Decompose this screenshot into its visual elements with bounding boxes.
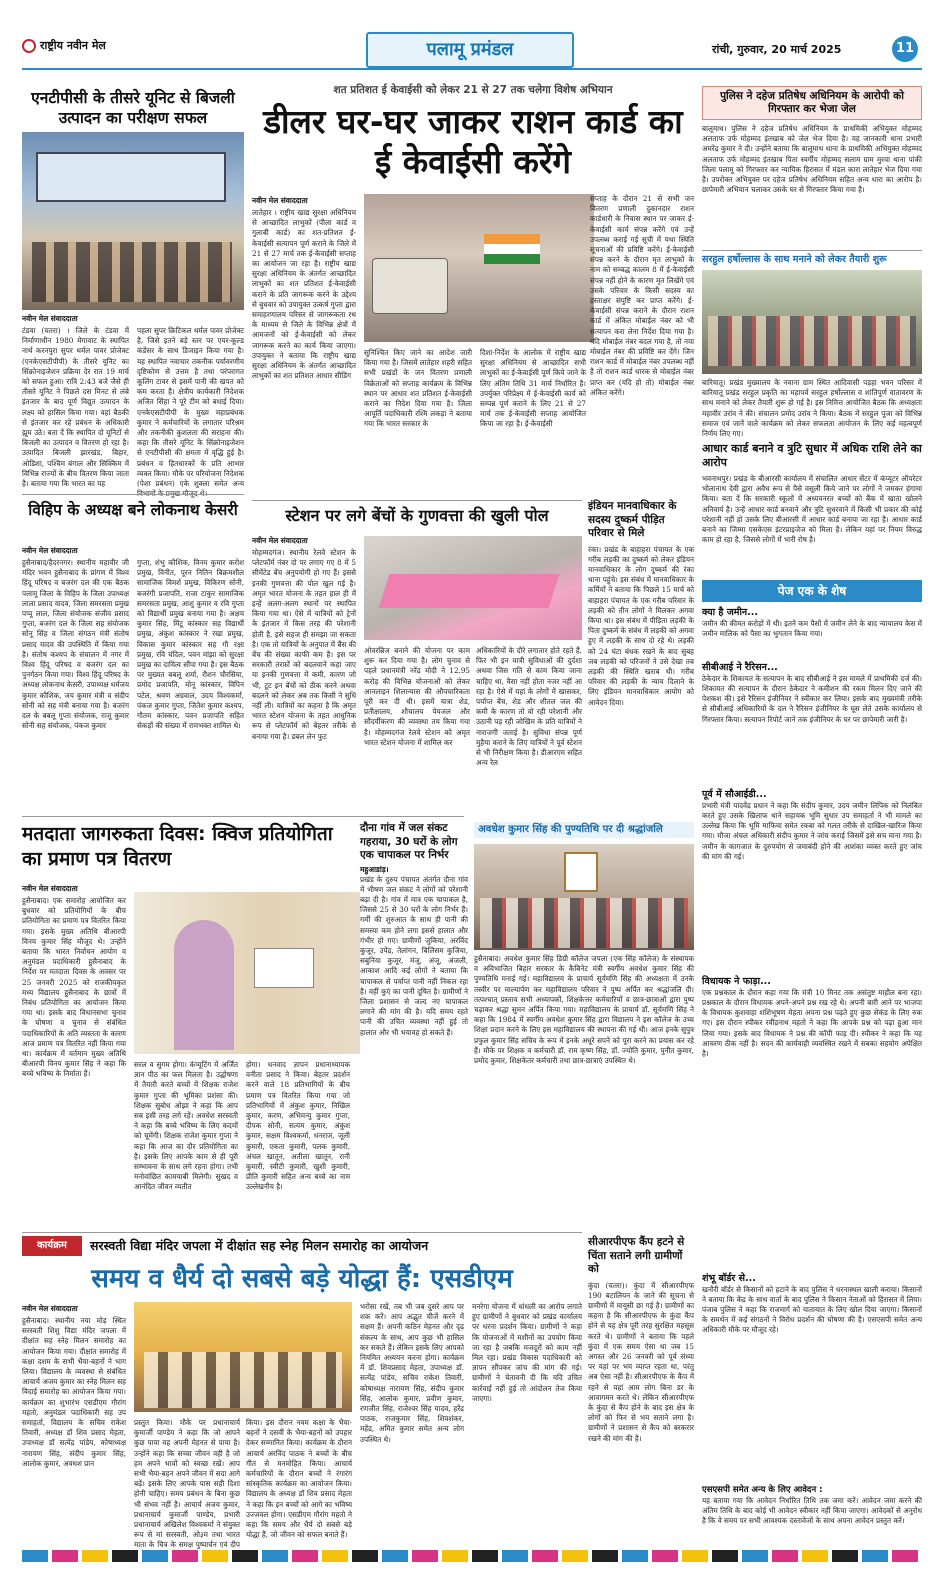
vhp-body-b: गुप्ता, शंभु कौशिक, विनय कुमार करोश प्रमुख, विनीत, पूरन नितिन बिक्रमशील सामाजिक विमर्श प्रमुख, विकिरण सोनी, बजरंगी प्रजापति, राजा टाकुर सामाजिक समरसता प्रमुख, आशु कुमार व रवि गुप्ता को विद्यार्थी प्रमुख बनाया गया है। अक्षय कुमार सिंह, मिंटू कांस्कार सह विद्यार्थी प्रमुख, अंकुश कांस्कार ने रखा प्रमुख, विकास कुमार कांस्कार सह गौ रक्षा प्रमुख, रवि चंदिल, पवन मांझा को सुरक्षा प्रमुख का दायित्व सौंपा गया है। इस बैठक पर मुख्यत बबलू शर्मा, रौशन चौरसिया, प्रमोद प्रजापति, मोनू कांस्कार, विपिन पटेल, श्रवण अग्रवाल, उदय विश्वकर्मा, पंकज कुमार गुप्ता, जितेश कुमार कश्यप, गौतम कांस्कार, पवन प्रजापति सहित सेकड़ों की संख्या में रामभक्त शामिल थे।: [137, 558, 244, 731]
awadhesh-headline: अवधेश कुमार सिंह की पुण्यतिथि पर दी श्रद्धांजलि: [474, 822, 694, 838]
station-photo: [364, 536, 582, 640]
voter-body-c: होगा। धनवाद ज्ञापन प्रधानाध्यापक वनीता प्रसाद ने किया। बेहतर प्रदर्शन करने वाले 18 प्रतिभागियों के बीच प्रमाण पत्र वितरित किया गया जो प्रतिभागियों में अंकुश कुमार, निखिल कुमार, करण, अभिमन्यु कुमार गुप्ता, दीपक सोनी, सत्यम कुमार, अंकुश कुमार, सक्षम विश्वकर्मा, धनराज, जूली कुमारी, एकता कुमारी, पलक कुमारी, अंचल खातून, अतीला खातून, रानी कुमारी, स्वीटी कुमारी, खुशी कुमारी, प्रीति कुमारी सहित अन्य बच्चे का नाम उल्लेखनीय है।: [246, 1060, 350, 1192]
ntpc-headline: एनटीपीसी के तीसरे यूनिट से बिजली उत्पादन का परीक्षण सफल: [31, 89, 235, 127]
section-title: पलामू प्रमंडल: [426, 39, 514, 60]
voter-byline: नवीन मेल संवाददाता: [22, 884, 78, 893]
page-ek-item-1: [702, 663, 922, 786]
rural-subnote-body: यह बताया गया कि आवेदन निर्धारित तिथि तक जमा करें। आवेदन जमा करने की अंतिम तिथि के बाद कोई भी आवेदन स्वीकार नहीं किया जाएगा। आवेदकों से अनुरोध है कि वे समय पर सभी आवश्यक दस्तावेजों के साथ अपना आवेदन प्रस्तुत करें।: [702, 1495, 922, 1526]
ntpc-photo: [22, 132, 244, 310]
section-title-box: [366, 32, 574, 68]
page-ek-item-body: ठेकेदार के शिकायत के सत्यापन के बाद सीबीआई ने इस मामले में प्राथमिकी दर्ज की। शिकायत की सत्यापन के दौरान ठेकेदार ने कमीशन की रकम मिलन दिए जाने की पेशकश की। इसे रैरिसन इंजीनियर ने स्वीकार कर लिया। इसके बाद मुख्यमंत्री तरीके से सीबीआई अधिकारियों के दल ने रैरिसन इंजीनियर के घूस लेते उसके कार्यालय से गिरफ्तार किया। सत्यापन रिपोर्ट जाने तक इंजीनियर के घर पर छापेमारी जारी है।: [702, 673, 922, 724]
saraswati-body-a: हुसैनाबाद। स्थानीय नया मोड़ स्थित सरस्वती शिशु विद्या मंदिर जपला में दीक्षांत सह स्नेह मिलन समारोह का आयोजन किया गया। दीक्षांत समारोह में कक्षा दशम के सभी भैया-बहनों ने भाग लिया। विद्यालय के व्यवस्था से संबंधित आचार्य अजय कुमार का स्नेह मिलन सह विदाई समारोह का आयोजन किया गया। कार्यक्रम का शुभारंभ एसडीएम गौरांग महतो, अनुमंडल पदाधिकारी सह उप समाहर्ता, विद्यालय के सचिव राकेश तिवारी, अध्यक्ष डॉ शिव प्रसाद मेहता, उपाध्यक्ष डॉ सत्येंद्र पांडेय, कोषाध्यक्ष नारायण सिंह, संदीप कुमार सिंह, आलोक कुमार, अवधश प्रान: [22, 1316, 126, 1468]
voter-body-b: सरल व सुगम होगा। कंप्यूटिंग में अर्जित ज्ञान पीठ का फल मिलता है। उद्घोषणा में तैयारी करते बच्चों में शिक्षक राजेश कुमार गुप्ता की भूमिका प्रशंसा की। शिक्षक सुबोध ओझा ने कहा कि आप सब इसी तरह लगे रहें। अवधेश सरस्वती ने कहा कि बच्चे भविष्य के लिए कदमों को चूमेंगी। शिक्षक राजेश कुमार गुप्ता ने कहा कि आज का दौर प्रतियोगिता का है। इसके लिए आपके काम से ही पूरी सम्भावना के साथ लगे रहना होगा। तभी मनोवांछित कामयाबी मिलेगी। सुखद व आनंदित जीवन व्यतीत: [134, 1060, 238, 1192]
crpf-headline: सीआरपीएफ कैंप हटने से चिंता सताने लगी ग्रामीणों को: [588, 1236, 685, 1275]
sarhul-body: बारियातू। प्रखंड मुख्यालय के नवाना ग्राम स्थित आदिवासी पड़हा भवन परिसर में बारियातू प्रखंड सरहुल प्रकृति का महापर्व सरहुल हर्षोल्लास व शांतिपूर्ण वातावरण के साथ मनाने को लेकर तैयारी शुरू हो गई है। इस निमित्त आयोजित बैठक कि अध्यक्षता महावीर उरांव ने की। संचालन प्रमोद उरांव ने किया। बैठक में सरहुल पूजा को विभिन्न समाज एवं जानें वाले कार्यक्रम को लेकर सफलता आयोजन के लिए कई महत्वपूर्ण निर्णय लिए गए।: [702, 378, 922, 439]
ekyc-body-d: सप्ताह के दौरान 21 से सभी जन वितरण प्रणाली दुकानदार राशन कार्डधारी के निवास स्थान पर जाकर ई-केवाईसी कार्य संपन्न करेंगे एवं उन्हें उपलब्ध कराई गई सूची में यथा स्थिति सूचनाओं की प्रविष्टि करेंगे। ई-केवाईसी संपन्न करने के दौरान मृत लाभुकों के नाम को सम्बद्ध कालम 8 में ई-केवाईसी संपन्न नहीं होने के कारण मृत लिखेंगे एवं उसके परिवार के किसी सदस्य का हस्ताक्षर संपुष्टि कर प्राप्त करेंगे। ई-केवाईसी संपन्न कराने के दौरान राशन कार्ड में अंकित मोबाईल नंबर को भी सत्यापन करा लेना निर्देश दिया गया है। यदि मोबाईल नंबर बदल गया है, तो नया मोबाईल नंबर की प्रविष्टि कर देंगे। जिन राशन कार्ड में मोबाईल नंबर उपलब्ध नहीं है तो राशन कार्ड धारक से मोबाईल नंबर प्राप्त कर (यदि हो तो) मोबाईल नंबर अंकित करेंगे।: [590, 194, 694, 397]
ntpc-body-a: टंडवा (चतरा) । जिले के टंडवा में निर्माणाधीन 1980 मेगावाट के स्थापित नार्थ करनपुरा सुपर थर्मल पावर प्रोजेक्ट (एनकेएसटीपीपी) के तीसरे यूनिट का सिंक्रोनाइजेशन प्रक्रिया देर रात 19 मार्च को सफल हुआ। रात्रि 2:43 बजे जैसे ही तीसरे यूनिट ने पिछले दस मिनट से लंबे इंतजार के बाद पूर्ण विद्युत उत्पादन के लक्ष्य को हासिल किया गया। वहां बैठकी से इंतजार कर रहे प्रबंधन के अधिकारी झूम उठे। बता दें कि स्थापित दो यूनिटों से बिजली का उत्पादन व वितरण हो रहा है। उत्पादित बिजली झारखंड, बिहार, ओडिशा, पश्चिम बंगाल और सिक्किम में विभिन्न राज्यों के बीच वितरण किया जाता है। बताया गया कि भारत का यह: [22, 326, 129, 489]
awadhesh-body: हुसैनाबाद। अवधेश कुमार सिंह डिग्री कॉलेज जपला (एक सिंह कॉलेज) के संस्थापक व अविभाजित बिहार सरकार के कैबिनेट मंत्री स्वर्गीय अवधेश कुमार सिंह की पुण्यतिथि मनाई गई। महाविद्यालय के प्राचार्य सूर्यमणि सिंह की अध्यक्षता में उनके तस्वीर पर माल्यार्पण कर महाविद्यालय परिवार ने पुष्प अर्पित कर श्रद्धांजलि दी। तत्पश्चात् प्रस्ताव सभी अध्यापकों, शिक्षकेत्तर कर्मचारियों व छात्र-छात्राओं द्वारा पुष्प चढ़ाकर श्रद्धा सुमन अर्पित किया गया। महाविद्यालय के प्राचार्य डॉ. सूर्यमणि सिंह ने कहा कि 1984 में स्वर्गीय अवधेश कुमार सिंह द्वारा विद्यालय ने इस कॉलेज के उच्च शिक्षा प्रदान करने के लिए इस महाविद्यालय की स्थापना की गई थी। आज इनके सुपुत्र प्रफुल कुमार सिंह सचिव के रूप में इनके अधूरे सपने को पूरा करने का प्रयास कर रहे हैं। मौके पर शिक्षक व कर्मचारी डॉ. राम कृष्ण सिंह, डॉ. ज्योति कुमार, पुनीत कुमार, प्रमोद कुमार, शिक्षकेतर कर्मचारी तथा छात्र-छात्राएं उपस्थित थे।: [474, 954, 694, 1066]
header-rule: [22, 68, 922, 70]
page-ek-item-title: सीबीआई ने रैरिसन...: [702, 661, 778, 673]
dauna-body: प्रखंड के दुरुप पंचायत अंतर्गत दौना गांव में भीषण जल संकट ने लोगों को परेशानी बढ़ा दी है। गांव में मात्र एक चापाकल है, जिससे 25 से 30 घरों के लोग निर्भर हैं। गर्मी की शुरुआत के साथ ही पानी की समस्या कम होने लगा इससे हालात और गंभीर हो गए। ग्रामीणों जुकिया, अरविंद कुजूर, उपेंद्र, तेलांगन, बिलिसम कुजिया, सबुनिया कुजूर, मंजू, अंजू, अंजली, आकाश आदि कई लोगों ने बताया कि चापाकल से पर्याप्त पानी नहीं निकल रहा है। वहीं कुएं का पानी दूषित है। ग्रामीणों ने जिला प्रशासन से जल्द नए चापाकल लगाने की मांग की है। यदि समय रहते पानी की उचित व्यवस्था नहीं हुई तो हालात और भी भयावह हो सकते हैं।: [360, 874, 468, 1037]
dateline: रांची, गुरुवार, 20 मार्च 2025: [712, 43, 842, 56]
page-ek-item-3: [702, 977, 922, 1270]
footer-color-bar: [22, 1550, 922, 1562]
page-header: [0, 0, 945, 70]
station-headline: स्टेशन पर लगे बेंचों के गुणवत्ता की खुली पोल: [285, 506, 549, 525]
ntpc-story: [22, 88, 244, 488]
human-rights-story: [588, 500, 694, 806]
saraswati-body-b: प्रस्तुत किया। मौके पर प्रधानाचार्य कुमार्जी पाण्डेय ने कहा कि जो आपने कुछ पाया वह अपनी मेहनत से पाया है। उन्होंने कहा कि सच्चा जीवन वही है जो हम अपने भावों को स्वच्छ रखें। आप सभी भैया-बहन अपने जीवन में सदा आगे बढ़ें। इसके लिए आपके पास सही दिशा होनी चाहिए। समय प्रबंधन के बिना कुछ भी संभव नहीं है। आचार्य अजय कुमार, प्रधानाचार्य कुमार्जी पाण्डेय, प्रभारी प्रधानाचार्य अखिलेश विश्वकर्मा ने संयुक्त रूप से मां सरस्वती, ओ३म तथा भारत माता के चित्र के समक्ष पुष्पार्चन एवं दीप: [134, 1418, 240, 1550]
crpf-body: कुंदा (चतरा)। कुंदा में सीआरपीएफ 190 बटालियन के जाने की सूचना से ग्रामीणों में मायूसी छा गई है। ग्रामीणों का कहना है कि सीआरपीएफ के कुंदा कैंप होने से यह क्षेत्र पूरी तरह सुरक्षित महसूस करते थे। ग्रामीणों ने बताया कि पहले कुंदा में एक समय ऐसा था जब 15 अगस्त और 26 जनवरी को पूर्व संध्या पर यहां पर भय व्याप्त रहता था, परंतु अब ऐसा नहीं है। सीआरपीएफ के कैंप में रहने से यहां आम लोग बिना डर के आवागमन करते थे। लेकिन सीआरपीएफ के कुंदा से कैंप होने के बाद इस क्षेत्र के लोगों को फिर से भय सताने लगा है। ग्रामीणों ने प्रशासन से कैंप को बरकरार रखने की मांग की है।: [588, 1280, 694, 1443]
dowry-body: बालूमाथ। पुलिस ने दहेज प्रतिषेध अधिनियम के प्राथमिकी अभियुक्त मोहम्मद अलताफ उर्फ मोहम्मद इंतखाब को जेल भेज दिया है। यह जानकारी थाना प्रभारी अमरेंद्र कुमार ने दी। उन्होंने बताया कि बालूमाथ थाना के प्राथमिकी अभियुक्त मोहम्मद अलताफ उर्फ मोहम्मद इंतखाब पिता स्वर्गीय मोहम्मद सलाम ग्राम मुरवा थाना पांकी जिला पलामू को गिरफ्तार कर न्यायिक हिरासत में मंडल कारा लातेहार भेज दिया गया है। उपरोक्त अभियुक्त पर दहेज प्रतिषेध अधिनियम सहित अन्य धारा का आरोप है। छापेमारी अभियान चलाकर उसके घर से गिरफ्तार किया गया है।: [702, 124, 922, 195]
ekyc-photo: [364, 194, 594, 342]
page-ek-item-body: एक प्रश्नकाल के दौरान कहा गया कि मंत्री 10 मिनट तक असंतुष्ट माहौल बना रहा। प्रश्नकाल के दौरान विधायक अपने-अपने प्रश्न रख रहे थे। अपनी बारी आने पर भाजपा के विधायक कुशवाहा शशिभूषण मेहता अपना प्रश्न पढ़ते हुए कुछ सेकंड के लिए रुक गए। इस दौरान स्पीकर रवींद्रनाथ महतो ने कहा कि आपके प्रश्न को पढ़ा हुआ मान लिया गया। इसके बाद विधायक ने प्रश्न की कॉपी फाड़ दी। स्पीकर ने कहा कि यह आचरण ठीक नहीं है। सदन की कार्यवाही व्यवस्थित रखने में सबका सहयोग अपेक्षित है।: [702, 987, 922, 1058]
ekyc-body-c: दिशा-निर्देश के आलोक में राष्ट्रीय खाद्य सुरक्षा अधिनियम से आच्छादित सभी लाभुकों का ई-केवाईसी पूर्ण किये जाने के लिए अंतिम तिथि 31 मार्च निर्धारित है। उपर्युक्त परिप्रेक्ष्य में ई-केवाईसी कार्य को सम्पन्न पूर्ण कराने के लिए 21 से 27 मार्च तक ई-केवाईसी सप्ताह आयोजित किया जा रहा है। ई-केवाईसी: [480, 348, 586, 429]
photo-people-icon: [32, 242, 232, 302]
photo-crowd-icon: [708, 316, 916, 366]
page-ek-item-title: क्या है जमीन...: [702, 607, 759, 618]
photo-screen-icon: [36, 152, 226, 202]
saraswati-byline: नवीन मेल संवाददाता: [22, 1304, 78, 1313]
page-ek-item-body: प्रभारी मंत्री यादवेंद्र प्रधान ने कहा कि संदीप कुमार, उदय जमीन लिपिक को निलंबित करते हुए उसके खिलाफ थाने सहायक भूमि सुधार उप समाहर्ता ने भी मामले का उल्लेख किया कि भूमि माफिया समेत रकबा को गलत तरीके से दाखिल-खारिज किया गया। मौजा अंचल अधिकारी संदीप कुमार ने जांच कराई जिसमें इसे सच माना गया है। जमीन के कागजात के दुरुपयोग से जमाबंदी होने की आशंका व्यक्त करते हुए जांच की मांग की गई।: [702, 800, 922, 861]
station-story: [252, 506, 582, 806]
aadhaar-body: भवनाथपुर। प्रखंड के बीआरसी कार्यालय में संचालित आधार सेंटर में कंप्यूटर ऑपरेटर भोलानाथ देवी द्वारा अवैध रूप से पैसे वसूली किये जाने पर लोगों ने जमकर हंगामा किया। बता दें कि सरकारी स्कूलों में अध्ययनरत बच्चों को बैंक में खाता खोलने अनिवार्य है। उन्हें आधार कार्ड बनवाने और त्रुटि सुधरवाने में किसी भी प्रकार की कोई परेशानी नहीं हो उसके लिए बीआरसी में आधार कार्ड बनाया जा रहा है। आधार कार्ड बनाने का जिम्मा एसकेएस इंटरप्राइजेज को मिला है। लेकिन यहां पर नियम विरुद्ध काम हो रहा है, जिससे लोगों में भारी रोष है।: [702, 474, 922, 545]
photo-person-left-icon: [174, 920, 234, 1050]
saraswati-body-c: किया। इस दौरान नवम कक्षा के भैया-बहनों ने दसवीं के भैया-बहनों को उपहार देकर सम्मानित किया। कार्यक्रम के दौरान आचार्य अरविंद पाठक ने बच्चों के बीच गीत से मनमोहित किया। आचार्य कर्मचारियों के दौरान बच्चों ने रंगारंग सांस्कृतिक कार्यक्रम का आयोजन किया। विद्यालय के अध्यक्ष डॉ शिव प्रसाद मेहता ने कहा कि इन बच्चों को आगे का भविष्य उज्जवल होगा। एसडीएम गौरांग महतो ने कहा कि समय और धैर्य दो सबसे बड़े योद्धा हैं, जो जीवन को सफल बनाते हैं।: [246, 1418, 352, 1540]
ntpc-body-b: पहला सुपर क्रिटिकल थर्मल पावर प्रोजेक्ट है, जिसे इतने बड़े स्तर पर एयर-कूल्ड कंडेंसर के साथ डिजाइन किया गया है। यह स्थापित नवाचार तकनीक पर्यावरणीय दृष्टिकोण से उत्तम है तथा परंपरागत कूलिंग टावर से इसमें पानी की खपत को कम करता है। क्षेत्रीय कार्यकारी निदेशक अजित सिंहा ने पूरे टीम को बधाई दिया। एनकेएसटीपीपी के मुख्य महाप्रबंधक कुमार ने कर्मचारियों के लगातार परिश्रम और तकनीकी कुशलता की सराहना की। कहा कि तीसरे यूनिट के सिंक्रोनाइजेशन से एनटीपीसी की क्षमता में वृद्धि हुई है। प्रबंधन व हितधारकों के प्रति आभार व्यक्त किया। मौके पर परियोजना निदेशक (पेशा प्रबंधन) एके शुक्ला समेत अन्य: [137, 326, 245, 489]
saraswati-photo: [134, 1302, 352, 1412]
page-ek-item-body: खनौरी बॉर्डर से किसानों को हटाने के बाद पुलिस ने धरनास्थल खाली कराया। किसानों ने बताया कि केंद्र के साथ वार्ता के बाद पुलिस ने किसान नेताओं को हिरासत में लिया। पंजाब पुलिस ने कहा कि राजमार्ग को यातायात के लिए खोल दिया जाएगा। किसानों के समर्थन में कई संगठनों ने विरोध प्रदर्शन की घोषणा की है। एसएसपी समेत अन्य अधिकारी मौके पर मौजूद रहे।: [702, 1284, 922, 1335]
logo-text: राष्ट्रीय नवीन मेल: [40, 39, 106, 52]
saraswati-tag: कार्यक्रम: [22, 1236, 82, 1256]
vhp-headline: विहिप के अध्यक्ष बने लोकनाथ केसरी: [28, 501, 238, 519]
saraswati-body-extra: मनरेगा योजना में धांधली का आरोप लगाते हुए ग्रामीणों ने बुधवार को प्रखंड कार्यालय पर धरना प्रदर्शन किया। ग्रामीणों ने कहा कि योजनाओं में मशीनों का उपयोग किया जा रहा है जबकि मजदूरों को काम नहीं मिल रहा। प्रखंड विकास पदाधिकारी को ज्ञापन सौंपकर जांच की मांग की गई। ग्रामीणों ने चेतावनी दी कि यदि उचित कार्रवाई नहीं हुई तो आंदोलन तेज किया जाएगा।: [472, 1302, 582, 1403]
dowry-story: [702, 86, 922, 246]
human-rights-body: रंका। प्रखंड के बाहाहरा पंचायत के एक गरीब लड़की का दुष्कर्म को लेकर इंडियन मानवाधिकार के लोग दुष्कर्म की रंका थाना पहुंचे। इस संबंध में मानवाधिकार के कर्मियों ने बताया कि पिछले 15 मार्च को बाहाहरा पंचायत के एक गरीब परिवार के लड़की को तीन लोगों ने मिलकर अगवा किया था। इस संबंध में पीड़िता लड़की के पिता दुष्कर्म के संबंध में लड़की को अगवा हुए में लड़की के साथ दो रहे थे। लड़की को 24 घंटा बंधक रखने के बाद सुबह जब लड़की को परिजनों ने उसे देखा तब लड़की की स्थिति खराब थी। गरीब परिवार की लड़की के न्याय दिलाने के लिए इंडियन मानवाधिकार आयोग को आवेदन दिया।: [588, 544, 695, 707]
station-body-a: मोहम्मदगंज। स्थानीय रेलवे स्टेशन के प्लेटफॉर्म नंबर दो पर लगाए गए 8 में 5 सीमेंटेड बेंच अनुपयोगी हो गए हैं। इससे इनकी गुणवत्ता की पोल खुल गई है। अमृत भारत योजना के तहत हाल ही में इन्हें अलग-अलग स्थानों पर स्थापित किया गया था। ऐसे में यात्रियों को ट्रेनों के इंतजार में किस तरह की परेशानी होती है, इसे सहज ही समझा जा सकता है। एक तो यात्रियों के अनुपात में बैंस की बेंच की संख्या काफी कम है। इस पर सरकारी तरफ़ों को बदलवाने कहा जाए या इनकी गुणवत्ता में कमी, कारण जो भी, टूट इन बेंचों को ठीक करने अथवा बदलने को लेकर अब तक किसी ने सुधि नहीं ली। यात्रियों का कहना है कि अमृत भारत स्टेशन योजना के तहत आधुनिक रूप से प्लेटफॉर्म को बेहतर तरीके से बनाया गया है। डबल लेन फुट: [252, 548, 356, 741]
awadhesh-photo: [474, 844, 694, 950]
human-rights-headline: इंडियन मानवाधिकार के सदस्य दुष्कर्म पीड़ित परिवार से मिले: [588, 500, 677, 539]
voter-body-a: हुसैनाबाद। एक समारोह आयोजित कर बुधवार को प्रतियोगियों के बीच प्रतियोगिता का प्रमाण पत्र वितरित किया गया। इसके मुख्य अतिथि बीआरपी विनय कुमार सिंह मौजूद थे। उन्होंने बताया कि भारत निर्वाचन आयोग व अनुमंडल पदाधिकारी हुसैनाबाद के निर्देश पर मतदाता दिवस के अवसर पर 25 जनवरी 2025 को राजकीयकृत मध्य विद्यालय हुसैनाबाद के छात्रों में निबंध प्रतियोगिता का आयोजन किया गया था। इसके बाद विधानसभा चुनाव के घोषणा व चुनाव से संबंधित पदाधिकारियों के अति व्यस्तता के कारण आज प्रमाण पत्र वितरित नहीं किया गया था। कार्यक्रम में वर्तमान मुख्य अतिथि बीआरपी विनय कुमार सिंह ने कहा कि बच्चे भविष्य के निर्माता हैं।: [22, 896, 126, 1079]
vhp-body-a: हुसैनाबाद/हैदरनगर। स्थानीय महावीर जी मंदिर भवन हुसैनाबाद के प्रांगण में विश्व हिंदू परिषद व बजरंग दल की एक बैठक पलामू जिला के विहिप के जिला उपाध्यक्ष लाला प्रसाद यादव, जिला समरसता प्रमुख पप्पू लाल, जिला संयोजक संजीव प्रसाद गुप्ता, बजरंग दल के जिला सह संयोजक सोनू सिंह व जिला संगठन मंत्री संतोष प्रसाद यादव की उपस्थिति में किया गया है। संतोष कश्यप के संचालन में नगर में विश्व हिंदू परिषद व बजरंग दल का पुनर्गठन किया गया। विश्व हिंदू परिषद के अध्यक्ष लोकनाथ केसरी, उपाध्यक्ष धर्मजय कुमार कौशिक, जय कुमार मंत्री व संदीप सोनी को सह मंत्री बनाया गया है। बजरंग दल के बबलू गुप्ता संयोजक, राजू कुमार सोनी सह संयोजक, पंकज कुमार: [22, 558, 129, 731]
page-ek-item-body: जमीन की कीमत करोड़ों में थी। इतने कम पैसों में जमीन लेने के बाद न्यायालय केस में जमीन मालिक को पैसा का भुगतान किया गया।: [702, 618, 922, 639]
station-byline: नवीन मेल संवाददाता: [252, 536, 308, 545]
ekyc-headline: डीलर घर-घर जाकर राशन कार्ड का ई केवाईसी करेंगे: [263, 102, 683, 182]
newspaper-logo-icon: [22, 39, 36, 53]
ntpc-columns: [22, 326, 244, 488]
ekyc-kicker: शत प्रतिशत ई केवाईसी को लेकर 21 से 27 तक चलेगा विशेष अभियान: [333, 84, 613, 96]
saraswati-kicker: सरस्वती विद्या मंदिर जपला में दीक्षांत सह स्नेह मिलन समारोह का आयोजन: [90, 1238, 429, 1253]
page-ek-item-title: विधायक ने फाड़ा...: [702, 975, 771, 987]
saraswati-headline: समय व धैर्य दो सबसे बड़े योद्धा हैं: एसडीएम: [91, 1264, 513, 1294]
dauna-byline: महुआडांड़।: [360, 864, 389, 874]
photo-mourners-icon: [480, 898, 688, 948]
page-ek-item-title: शंभू बॉर्डर से...: [702, 1272, 756, 1284]
aadhaar-story: [702, 442, 922, 574]
page-ek-item-0: [702, 608, 922, 659]
ekyc-body-a: लातेहार । राष्ट्रीय खाद्य सुरक्षा अधिनियम से आच्छादित लाभुकों (पीला कार्ड व गुलाबी कार्ड) का शत-प्रतिशत ई-केवाईसी सत्यापन पूर्ण कराने के जिले में 21 से 27 मार्च तक ई-केवाईसी सप्ताह का आयोजन जा रहा है। राष्ट्रीय खाद्य सुरक्षा अधिनियम के अंतर्गत आच्छादित लाभुकों का शत प्रतिशत ई-केवाईसी कराने के प्रति जागरूक करने के उद्देश्य से बुधवार को उपायुक्त उत्कर्ष गुप्ता द्वारा समाहरणालय परिसर से जागरूकता रथ के माध्यम से जिले के विभिन्न क्षेत्रों में आमजनों को ई-केवाईसी को लेकर जागरूक करने का कार्य किया जाएगा। उपायुक्त ने बताया कि राष्ट्रीय खाद्य सुरक्षा अधिनियम के अंतर्गत आच्छादित लाभुकों का शत प्रतिशत आधार सीडिंग: [252, 208, 356, 381]
masthead-logo: [22, 36, 132, 58]
photo-dignitaries-icon: [144, 1352, 342, 1408]
voter-headline: मतदाता जागरुकता दिवस: क्विज प्रतियोगिता का प्रमाण पत्र वितरण: [22, 823, 333, 870]
ekyc-body-b: सुनिश्चित किए जाने का आदेश जारी किया गया है। जिसमें लातेहार शहरी सहित सभी प्रखंडों के जन वितरण प्रणाली विक्रेताओं को सप्ताह कार्यक्रम के विभिन्न स्थान पर आधार शत प्रतिशत ई-केवाईसी कराने का निदेश दिया गया है। जिला आपूर्ति पदाधिकारी रश्मि लकड़ा ने बताया गया कि भारत सरकार के: [364, 348, 472, 429]
dauna-story: [360, 822, 468, 1226]
rural-subnote-title: एसएसपी समेत अन्य के लिए आवेदन :: [702, 1485, 823, 1495]
vhp-columns: [22, 558, 244, 808]
page-number: 11: [892, 36, 918, 62]
station-body-b: ओवरब्रिज बनाने की योजना पर काम शुरू कर दिया गया है। लोग चुनाव से पहले प्रधानमंत्री नरेंद्र मोदी ने 12.95 करोड़ की विभिन्न योजनाओं को लेकर आनलाइन शिलान्यास की औपचारिकता पूरी कर दी थी। इसमें यात्रा शेड, प्रतीक्षालय, शौचालय पेयजल और सौंदर्यीकरण की व्यवस्था तय किया गया है। मोहम्मदगंज रेलवे स्टेशन को अमृत भारत स्टेशन योजना में शामिल कर: [364, 646, 470, 747]
sarhul-photo: [702, 270, 922, 374]
vhp-byline: नवीन मेल संवाददाता: [22, 546, 78, 555]
ekyc-byline: नवीन मेल संवाददाता: [252, 196, 308, 205]
dowry-headline: पुलिस ने दहेज प्रतिषेध अधिनियम के आरोपी को गिरफ्तार कर भेजा जेल: [702, 86, 922, 120]
saraswati-body-d: भरोसा रखें, तब भी जब दुसरे आप पर शक करें। आप अद्भुत चीजें करने में सक्षम हैं। अपनी कठिन मेहनत और दृढ़ संकल्प के साथ, आप कुछ भी हासिल कर सकते हैं। लेकिन इसके लिए आपको नियमित अध्ययन करना होगा। कार्यक्रम में डॉ. शिवप्रसाद मेहता, उपाध्यक्ष डॉ. सत्येंद्र पांडेय, सचिव राकेश तिवारी, कोषाध्यक्ष नारायण सिंह, संदीप कुमार सिंह, आलोक कुमार, प्रवीण कुमार, रणजीत सिंह, राजेश्वर सिंह यादव, हरेंद्र पाठक, राजकुमार सिंह, शिवशंकर, महेंद्र, अमित कुमार समेत अन्य लोग उपस्थित थे।: [360, 1302, 464, 1444]
vhp-story: [22, 500, 244, 812]
page-ek-section: [702, 580, 922, 1480]
photo-vehicle-icon: [372, 258, 448, 314]
dauna-headline: दौना गांव में जल संकट गहराया, 30 घरों के लोग एक चापाकल पर निर्भर: [360, 822, 458, 861]
photo-portrait-icon: [564, 852, 598, 892]
sarhul-story: [702, 254, 922, 440]
page-ek-item-4: [702, 1274, 922, 1395]
page-ek-item-2: [702, 790, 922, 973]
page-ek-band: पेज एक के शेष: [702, 580, 922, 602]
ntpc-byline: नवीन मेल संवाददाता: [22, 314, 78, 323]
awadhesh-story: [474, 822, 694, 1226]
page-ek-item-title: पूर्व में सौआईडी...: [702, 788, 767, 800]
photo-flag-icon: [484, 234, 540, 264]
crpf-story: [588, 1236, 694, 1532]
rural-subnote: [702, 1486, 922, 1534]
station-body-c: अधिकारियों के दौरे लगातार होते रहते हैं, फिर भी इन यात्री सुविधाओं की दुर्दशा अथवा जिस गति से काम किया जाना चाहिए था, वैसा नहीं होता नजर नहीं आ रहा है। ऐसे में यहां के लोगों में खासकर, पर्याप्त बेंच, शेड और शीतल जल की कमी के कारण तो वो रही परेशानी और उठानी पड़ रही जोखिम के प्रति यात्रियों ने नाराजगी जताई है। सुविधा संपन्न पूर्ण मुहैया कराने के लिए यात्रियों ने पूर्व स्टेशन से भी निरीक्षण किया है। डीआरएम सहित अन्य रेल: [476, 646, 582, 768]
ekyc-story: [252, 84, 694, 498]
photo-certificate-icon: [254, 948, 314, 988]
sarhul-headline: सरहुल हर्षोल्लास के साथ मनाने को लेकर तैयारी शुरू: [702, 254, 887, 265]
photo-bench-icon: [378, 574, 559, 608]
saraswati-story: [22, 1236, 582, 1550]
aadhaar-headline: आधार कार्ड बनाने व त्रुटि सुधार में अधिक राशि लेने का आरोप: [702, 442, 922, 469]
